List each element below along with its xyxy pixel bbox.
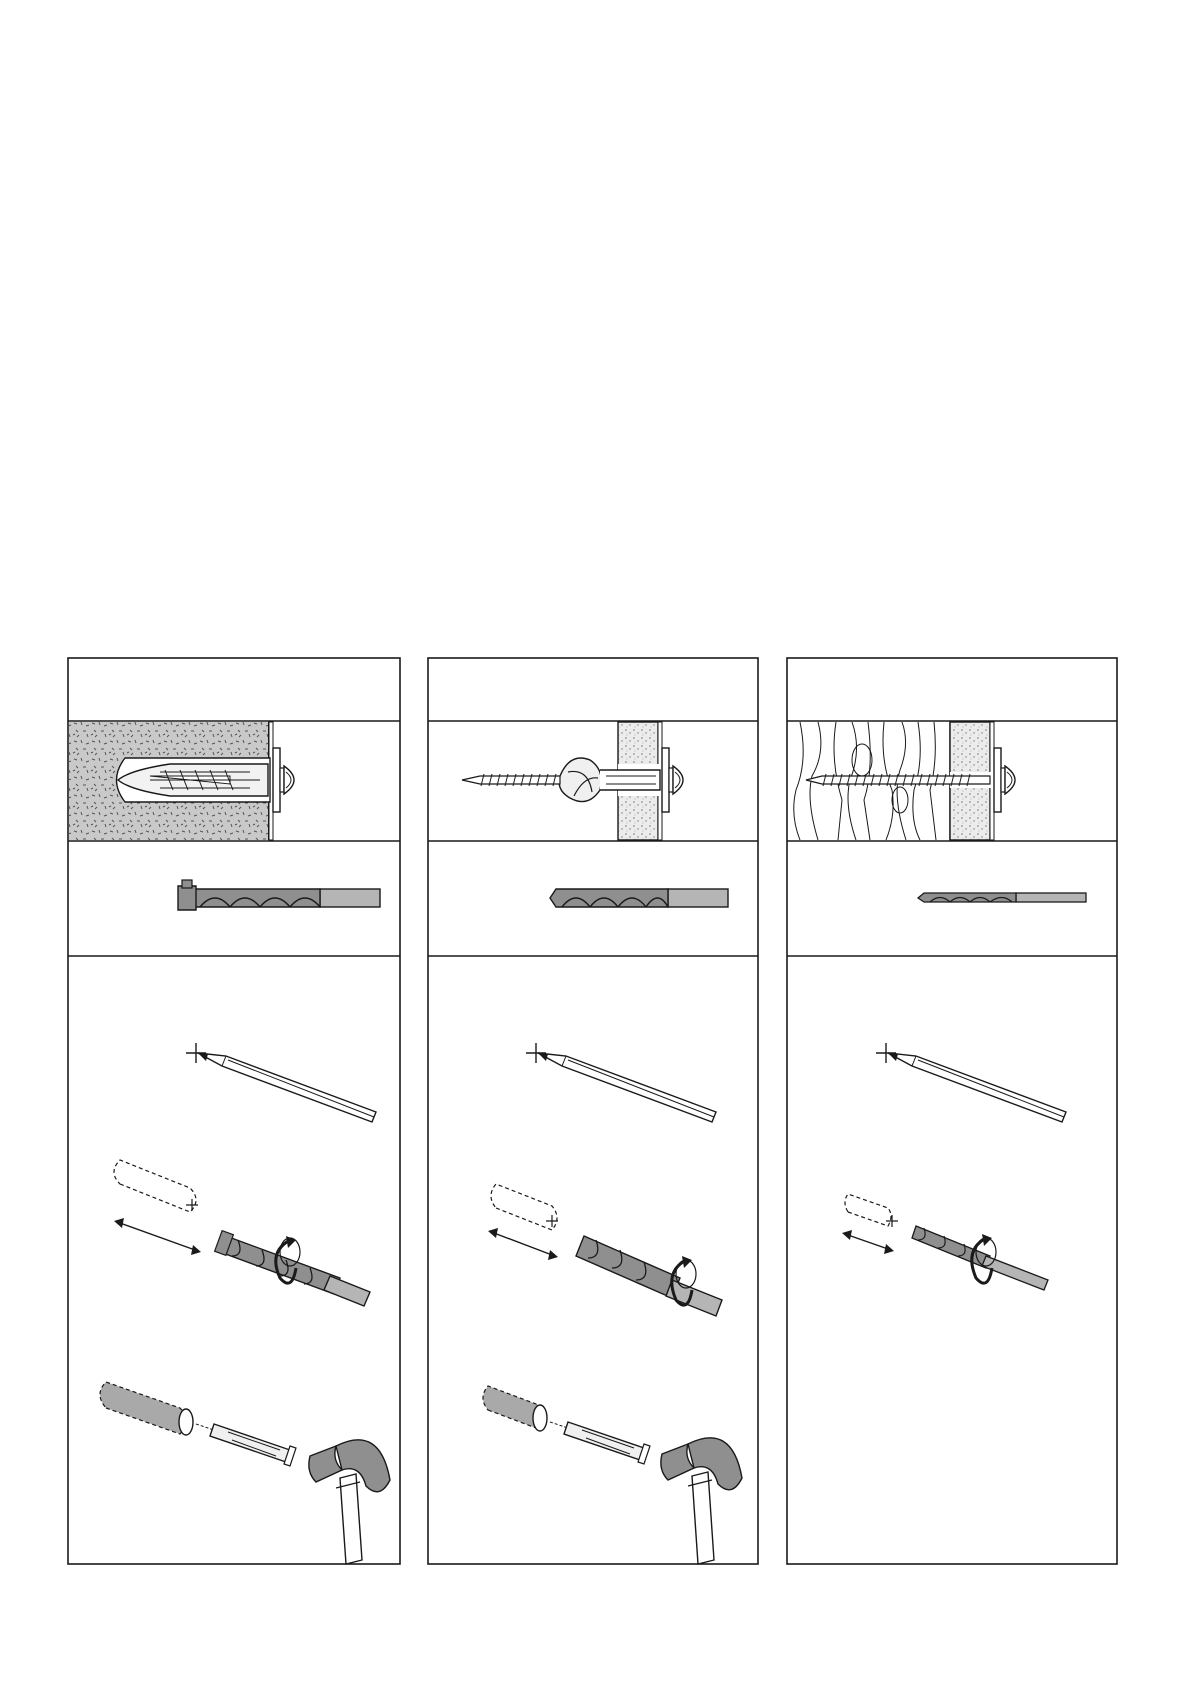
pencil-mark-step <box>186 1043 376 1122</box>
masonry-drill-bit <box>550 889 728 907</box>
pencil-mark-step <box>876 1043 1066 1122</box>
hammer-plug-step <box>483 1386 742 1564</box>
wood-drill-bit <box>918 893 1086 902</box>
concrete-wall-section <box>69 722 294 840</box>
column-concrete <box>68 658 400 1564</box>
masonry-drill-bit <box>178 880 380 910</box>
plasterboard-wall-section <box>462 722 683 840</box>
drill-hole-step <box>488 1184 722 1316</box>
hammer-plug-step <box>100 1382 390 1564</box>
column-hollow-wall <box>428 658 758 1564</box>
drill-hole-step <box>842 1194 1048 1290</box>
wood-wall-section <box>788 722 1015 840</box>
drill-hole-step <box>114 1160 370 1306</box>
column-wood-wall <box>787 658 1117 1564</box>
screw <box>462 774 560 786</box>
wood-screw <box>806 774 990 786</box>
pencil-mark-step <box>526 1043 716 1122</box>
